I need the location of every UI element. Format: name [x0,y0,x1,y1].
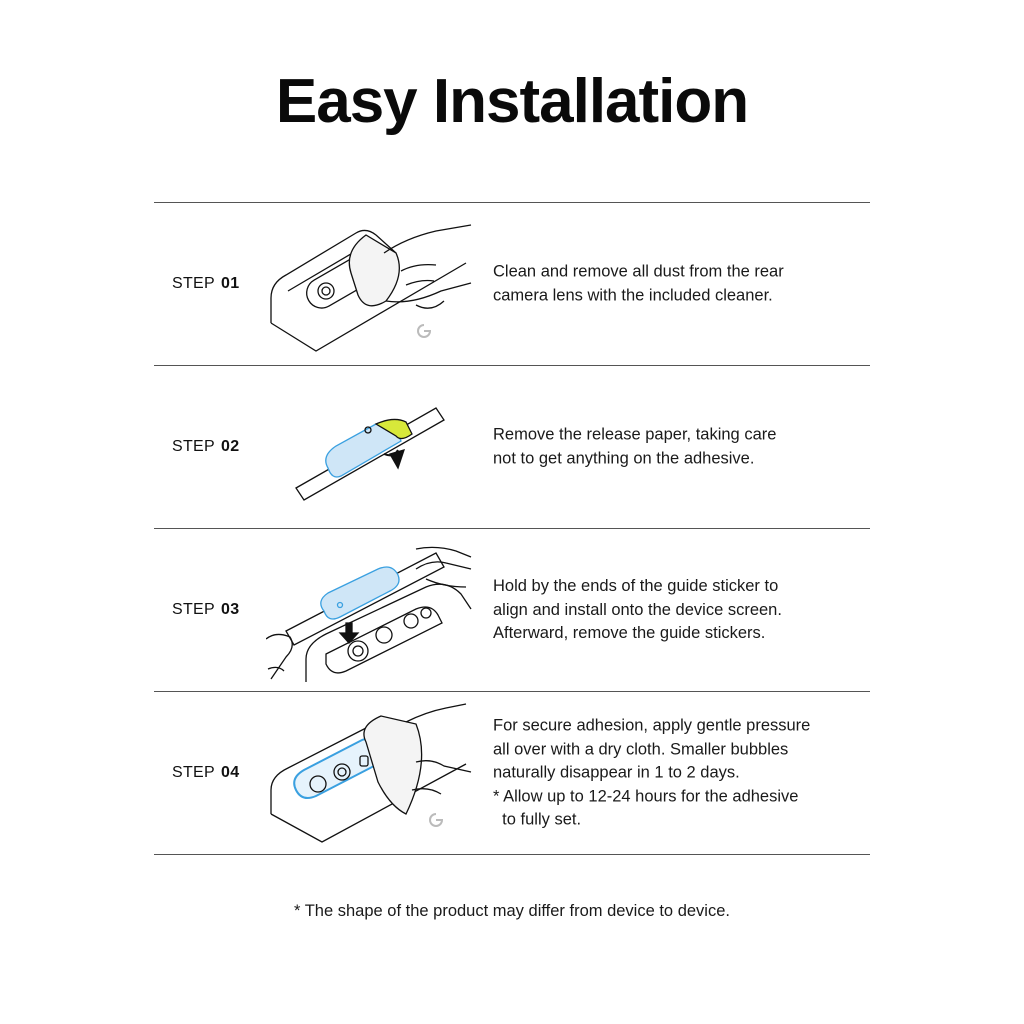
description-line: Clean and remove all dust from the rear [493,262,784,281]
step-description-02 [493,424,863,471]
step-number: 01 [221,275,240,292]
step-row-01 [154,202,870,365]
description-line: all over with a dry cloth. Smaller bubbles [493,739,789,758]
step-label-02 [172,438,239,456]
description-line: not to get anything on the adhesive. [493,449,755,467]
step-label-01 [172,275,239,293]
step-row-02 [154,365,870,528]
step-word: STEP [172,438,215,455]
step-row-04 [154,691,870,855]
page-title: Easy Installation [275,67,749,136]
pressure-illustration [266,702,476,845]
release-paper-illustration [266,376,476,519]
description-line: For secure adhesion, apply gentle pressure [493,716,811,735]
description-line: to fully set. [493,810,582,829]
description-line: * Allow up to 12-24 hours for the adhesive [493,786,799,805]
step-number: 03 [221,601,240,618]
align-install-illustration [266,539,476,682]
step-word: STEP [172,764,215,781]
step-label-03 [172,601,239,619]
step-description-04 [493,714,863,832]
description-line: Afterward, remove the guide stickers. [493,623,766,642]
step-row-03 [154,528,870,691]
step-number: 04 [221,764,240,781]
description-line: naturally disappear in 1 to 2 days. [493,763,740,782]
cleaning-illustration [266,213,476,356]
step-word: STEP [172,601,215,618]
description-line: camera lens with the included cleaner. [493,286,773,304]
step-number: 02 [221,438,240,455]
description-line: Remove the release paper, taking care [493,425,777,444]
installation-steps [154,202,870,855]
step-description-03 [493,575,863,646]
description-line: align and install onto the device screen. [493,600,782,619]
step-description-01 [493,261,863,308]
step-word: STEP [172,275,215,292]
footnote: * The shape of the product may differ from device to device. [294,902,730,920]
description-line: Hold by the ends of the guide sticker to [493,576,779,595]
step-label-04 [172,764,239,782]
